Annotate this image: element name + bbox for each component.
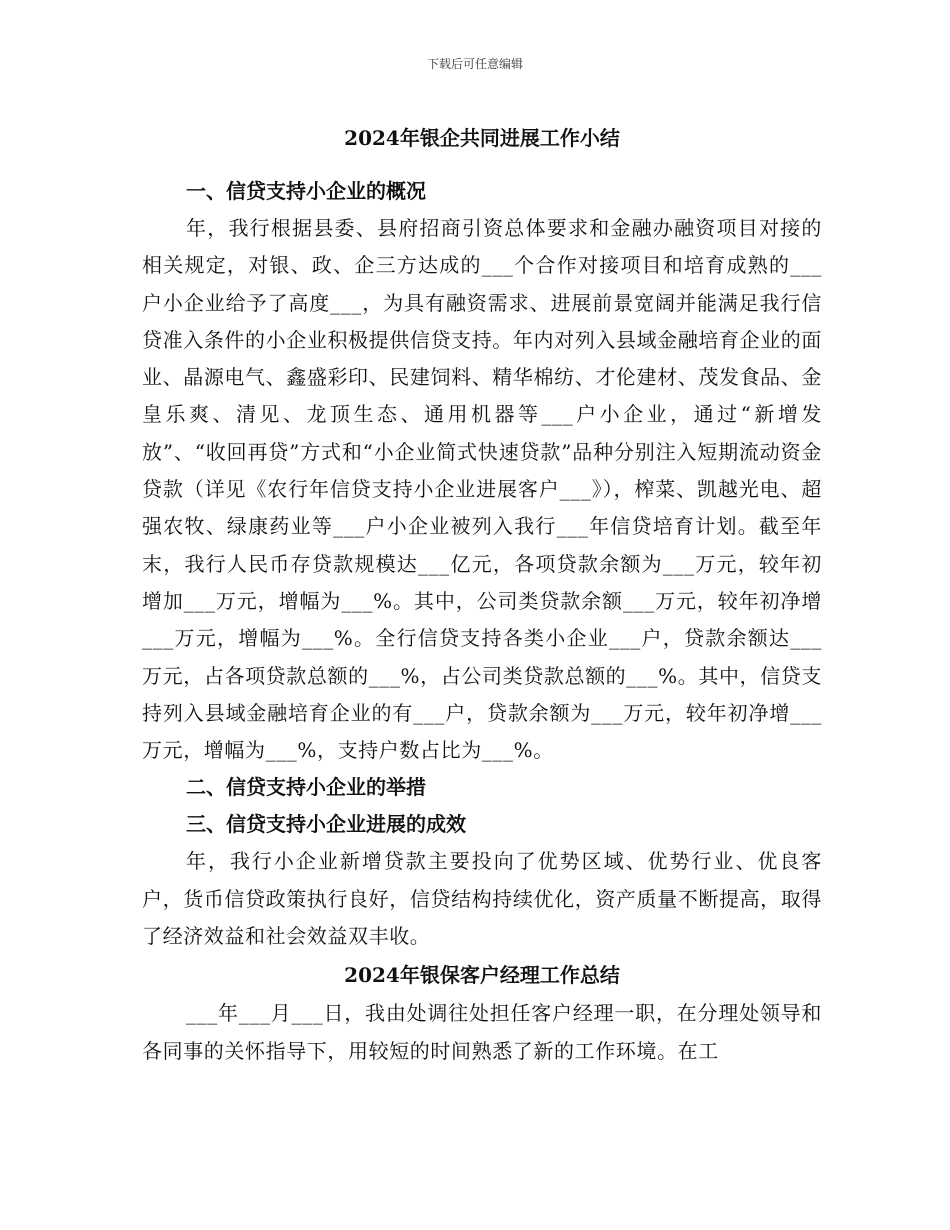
document-body — [142, 118, 822, 1070]
section-heading-measures: 二、信贷支持小企业的举措 — [186, 775, 426, 800]
paragraph-results: 年，我行小企业新增贷款主要投向了优势区域、优势行业、优良客户，货币信贷政策执行良好，信贷结构持续优化，资产质量不断提高，取得了经济效益和社会效益双丰收。 — [142, 849, 822, 949]
paragraph-overview: 年，我行根据县委、县府招商引资总体要求和金融办融资项目对接的相关规定，对银、政、企三方达成的___个合作对接项目和培育成熟的___户小企业给予了高度___，为具有融资需求、进展前景宽阔并能满足我行信贷准入条件的小企业积极提供信贷支持。年内对列入县域金融培育企业的面业、晶源电气、鑫盛彩印、民建饲料、精华棉纺、才伦建材、茂发食品、金皇乐爽、清见、龙顶生态、通用机器等___户小企业，通过“新增发放”、“收回再贷”方式和“小企业简式快速贷款”品种分别注入短期流动资金贷款（详见《农行年信贷支持小企业进展客户___》），榨菜、凯越光电、超强农牧、绿康药业等___户小企业被列入我行___年信贷培育计划。截至年末，我行人民币存贷款规模达___亿元，各项贷款余额为___万元，较年初增加___万元，增幅为___%。其中，公司类贷款余额___万元，较年初净增___万元，增幅为___%。全行信贷支持各类小企业___户，贷款余额达___万元，占各项贷款总额的___%，占公司类贷款总额的___%。其中，信贷支持列入县域金融培育企业的有___户，贷款余额为___万元，较年初净增___万元，增幅为___%，支持户数占比为___%。 — [142, 216, 822, 763]
paragraph-intro: ___年___月___日，我由处调往处担任客户经理一职，在分理处领导和各同事的关怀指导下，用较短的时间熟悉了新的工作环境。在工 — [142, 1001, 822, 1063]
header-note: 下载后可任意编辑 — [426, 57, 523, 71]
section-heading-results: 三、信贷支持小企业进展的成效 — [186, 812, 466, 837]
document-title: 2024年银企共同进展工作小结 — [344, 126, 620, 150]
section-heading-overview: 一、信贷支持小企业的概况 — [186, 179, 426, 203]
second-document-title: 2024年银保客户经理工作总结 — [344, 963, 620, 988]
